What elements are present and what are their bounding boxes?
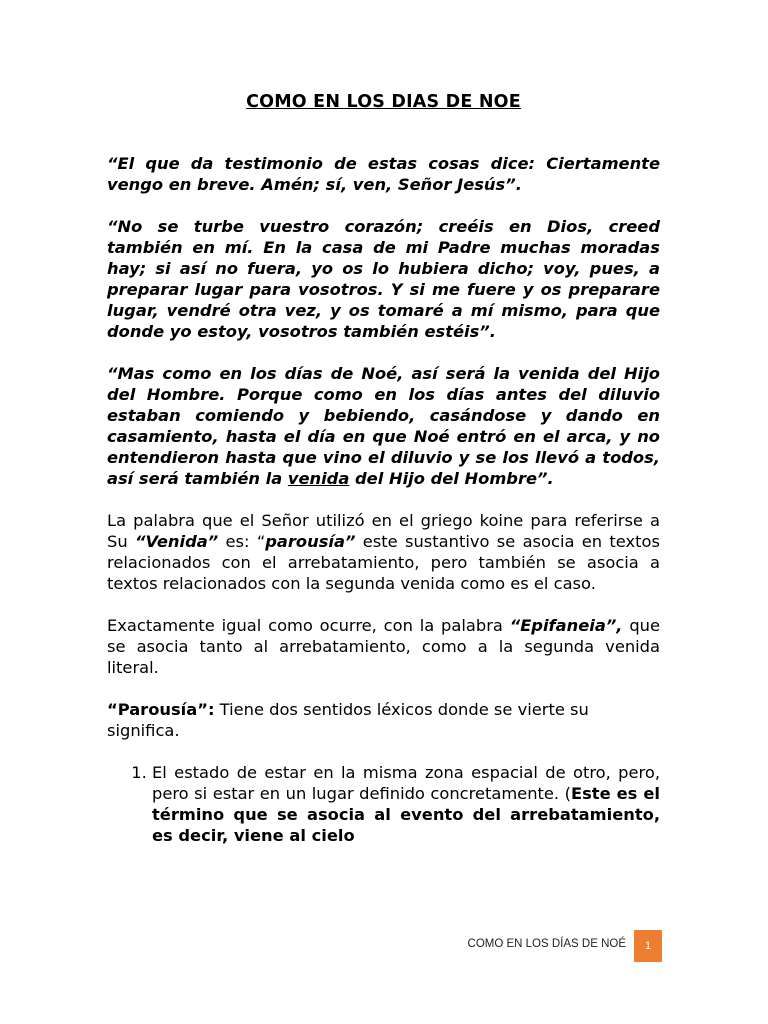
para1-text-a: La palabra que el Señor utilizó en el griego koine para referirse a Su — [107, 511, 660, 551]
quote3-text-start: “Mas como en los días de Noé, así será la venida del Hijo del Hombre. Porque como en los días antes del diluvio estaban comiendo y bebiendo, casándose y dando en casamiento, hasta el día en que Noé entró en el arca, y no entendieron hasta que vino el diluvio y se los llevó a todos, así será también la — [107, 364, 660, 488]
document-title: COMO EN LOS DIAS DE NOE — [246, 92, 521, 112]
body-paragraph-3 — [107, 699, 660, 741]
document-body — [107, 92, 660, 846]
quote3-text-end: del Hijo del Hombre”. — [349, 469, 554, 488]
quote-paragraph-2: “No se turbe vuestro corazón; creéis en Dios, creed también en mí. En la casa de mi Padre muchas moradas hay; si así no fuera, yo os lo hubiera dicho; voy, pues, a preparar lugar para vosotros. Y si me fuere y os preparare lugar, vendré otra vez, y os tomaré a mí mismo, para que donde yo estoy, vosotros también estéis”. — [107, 217, 660, 341]
para2-text-a: Exactamente igual como ocurre, con la palabra — [107, 616, 510, 635]
page-footer — [440, 930, 662, 962]
quote3-underlined-word: venida — [287, 469, 350, 488]
body-paragraph-2 — [107, 615, 660, 678]
para1-text-c: este sustantivo se asocia en textos relacionados con el arrebatamiento, pero también se asocia a textos relacionados con la segunda venida como es el caso. — [107, 532, 660, 593]
para3-parousia-term: “Parousía”: — [107, 700, 215, 719]
footer-running-title: COMO EN LOS DÍAS DE NOÉ — [467, 938, 626, 950]
para3-text: Tiene dos sentidos léxicos donde se vierte su significa. — [107, 700, 589, 740]
para1-venida-term: “Venida” — [134, 532, 219, 551]
para1-parousia-term: parousía” — [265, 532, 356, 551]
body-paragraph-1 — [107, 510, 660, 594]
list-item-1-bold-text: Este es el término que se asocia al evento del arrebatamiento, es decir, viene al cielo — [152, 784, 660, 845]
para1-text-b: es: “ — [218, 532, 266, 551]
para2-text-b: que se asocia tanto al arrebatamiento, como a la segunda venida literal. — [107, 616, 660, 677]
list-item — [152, 762, 660, 846]
list-item-1-text: El estado de estar en la misma zona espacial de otro, pero, pero si estar en un lugar definido concretamente. ( — [152, 763, 660, 803]
quote-paragraph-3 — [107, 363, 660, 489]
page-number-badge: 1 — [634, 930, 662, 962]
numbered-list — [107, 762, 660, 846]
para2-epifaneia-term: “Epifaneia”, — [509, 616, 623, 635]
quote-paragraph-1: “El que da testimonio de estas cosas dice: Ciertamente vengo en breve. Amén; sí, ven, Señor Jesús”. — [107, 154, 660, 194]
